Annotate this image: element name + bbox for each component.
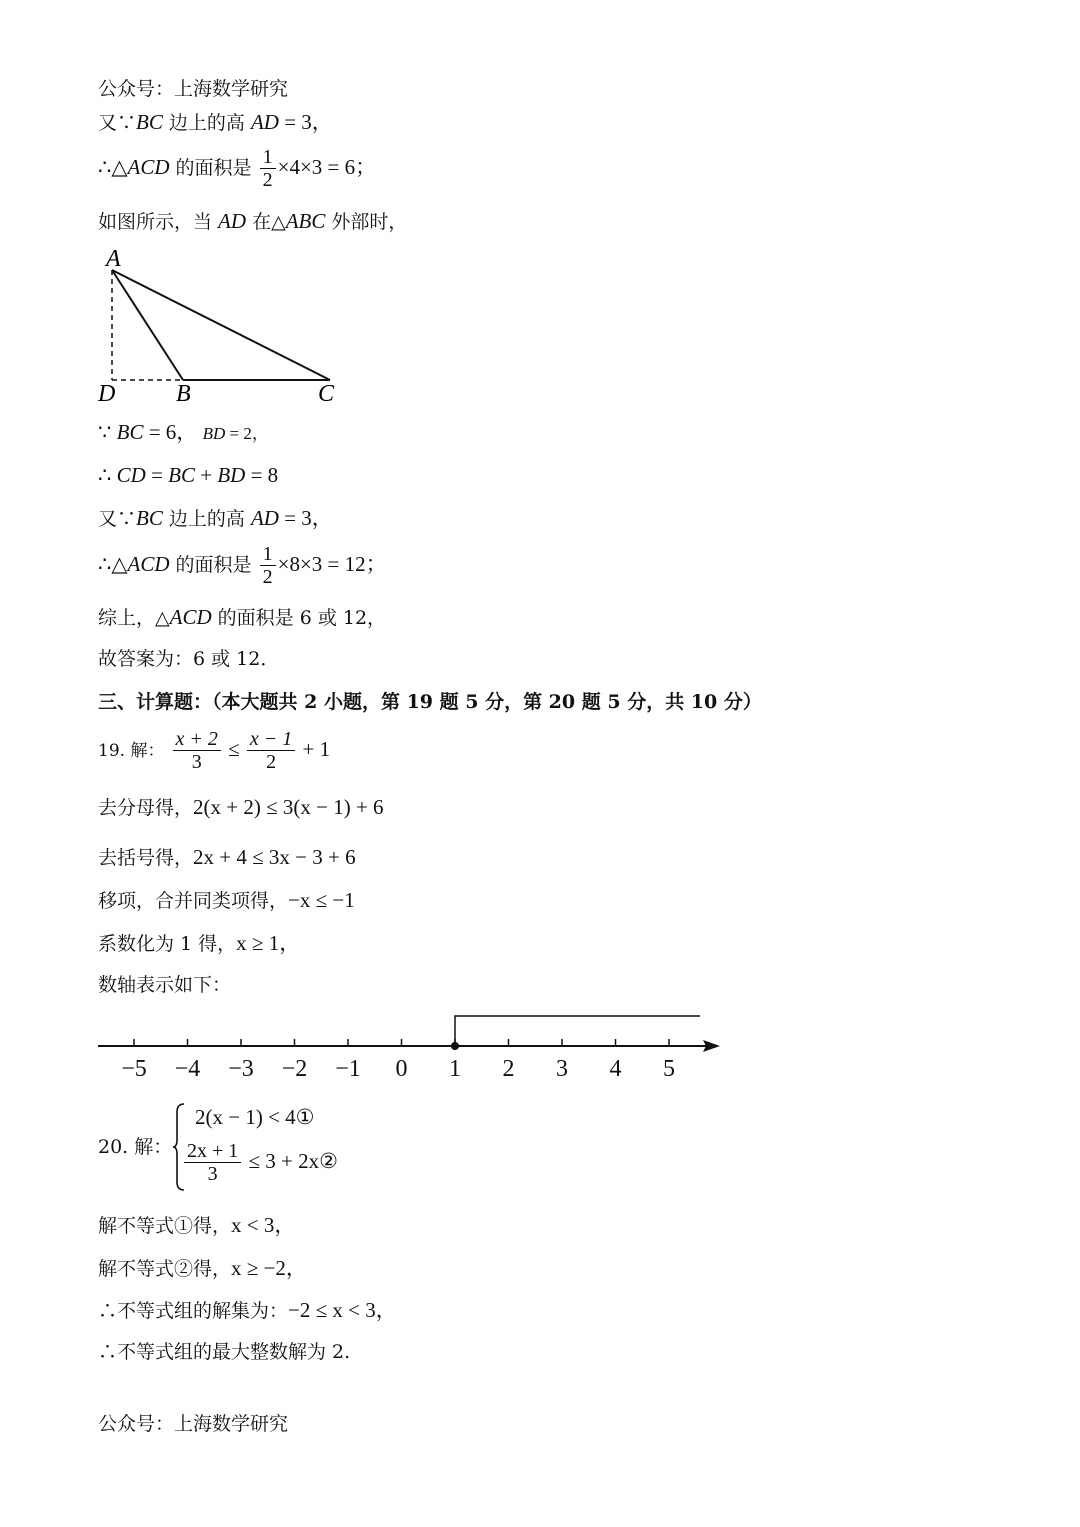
tick-label: −4 (174, 1056, 201, 1082)
page-footer: 公众号：上海数学研究 (98, 1413, 289, 1435)
vertex-label-b: B (176, 381, 191, 407)
vertex-label-c: C (318, 381, 335, 407)
text-line-1: 又∵BC 边上的高 AD = 3， (98, 110, 333, 134)
cd-line: ∴ CD = BC + BD = 8 (98, 463, 279, 487)
step-expand: 去括号得，2x + 4 ≤ 3x − 3 + 6 (98, 845, 356, 869)
fraction: $\frac{1}{2}$ (260, 543, 276, 589)
tick-label: −2 (281, 1056, 308, 1082)
tick-label: −1 (335, 1056, 361, 1082)
area-line-1: ∴△ACD 的面积是 $\frac{1}{2}$ ×4×3 = 6； (98, 146, 377, 192)
max-integer: ∴不等式组的最大整数解为 2. (98, 1341, 351, 1363)
tick-label: −3 (228, 1056, 254, 1082)
tick-label: 0 (395, 1056, 408, 1082)
section-heading: 三、计算题：（本大题共 2 小题，第 19 题 5 分，第 20 题 5 分，共 10 分） (98, 691, 762, 713)
fraction-right: $\frac{x - 1}{2}$ (247, 728, 295, 774)
fraction: $\frac{2x + 1}{3}$ (184, 1140, 241, 1186)
tick-label: −5 (121, 1056, 147, 1082)
answer-line: 故答案为：6 或 12． (98, 648, 280, 670)
vertex-label-d: D (98, 381, 116, 407)
inequality-2: $\frac{2x + 1}{3}$ ≤ 3 + 2x② (182, 1140, 338, 1186)
step-normalize: 系数化为 1 得，x ≥ 1， (98, 931, 301, 955)
number-line (0, 1000, 1080, 1090)
fraction: $\frac{1}{2}$ (260, 146, 276, 192)
tick-label: 4 (609, 1056, 622, 1082)
tick-label: 2 (502, 1056, 515, 1082)
question-20-label: 20. 解： (98, 1136, 173, 1158)
area-line-2: ∴△ACD 的面积是 $\frac{1}{2}$ ×8×3 = 12； (98, 543, 387, 589)
inequality-1: 2(x − 1) < 4① (195, 1105, 315, 1129)
summary-line: 综上，△ACD 的面积是 6 或 12， (98, 605, 387, 629)
triangle-figure (90, 245, 350, 410)
tick-label: 3 (556, 1056, 568, 1082)
step-clear-denominator: 去分母得，2(x + 2) ≤ 3(x − 1) + 6 (98, 795, 384, 819)
solve-1: 解不等式①得，x < 3， (98, 1213, 296, 1237)
tick-label: 1 (449, 1056, 461, 1082)
solve-2: 解不等式②得，x ≥ −2， (98, 1256, 307, 1280)
fraction-left: $\frac{x + 2}{3}$ (173, 728, 221, 774)
tick-label: 5 (663, 1056, 675, 1082)
given-line: ∵ BC = 6， BD = 2， (98, 420, 269, 444)
step-combine: 移项，合并同类项得，−x ≤ −1 (98, 888, 355, 912)
question-19: 19. 解： $\frac{x + 2}{3}$ ≤ $\frac{x - 1}{2}$ + 1 (98, 728, 331, 774)
page-header: 公众号：上海数学研究 (98, 78, 289, 100)
text-line-3: 如图所示，当 AD 在△ABC 外部时， (98, 209, 408, 233)
solution-endpoint (452, 1043, 459, 1050)
number-line-caption: 数轴表示如下： (98, 974, 232, 996)
text-line-6: 又∵BC 边上的高 AD = 3， (98, 506, 333, 530)
solution-set: ∴不等式组的解集为：−2 ≤ x < 3， (98, 1298, 397, 1322)
vertex-label-a: A (106, 246, 121, 272)
solution-ray (455, 1016, 700, 1046)
